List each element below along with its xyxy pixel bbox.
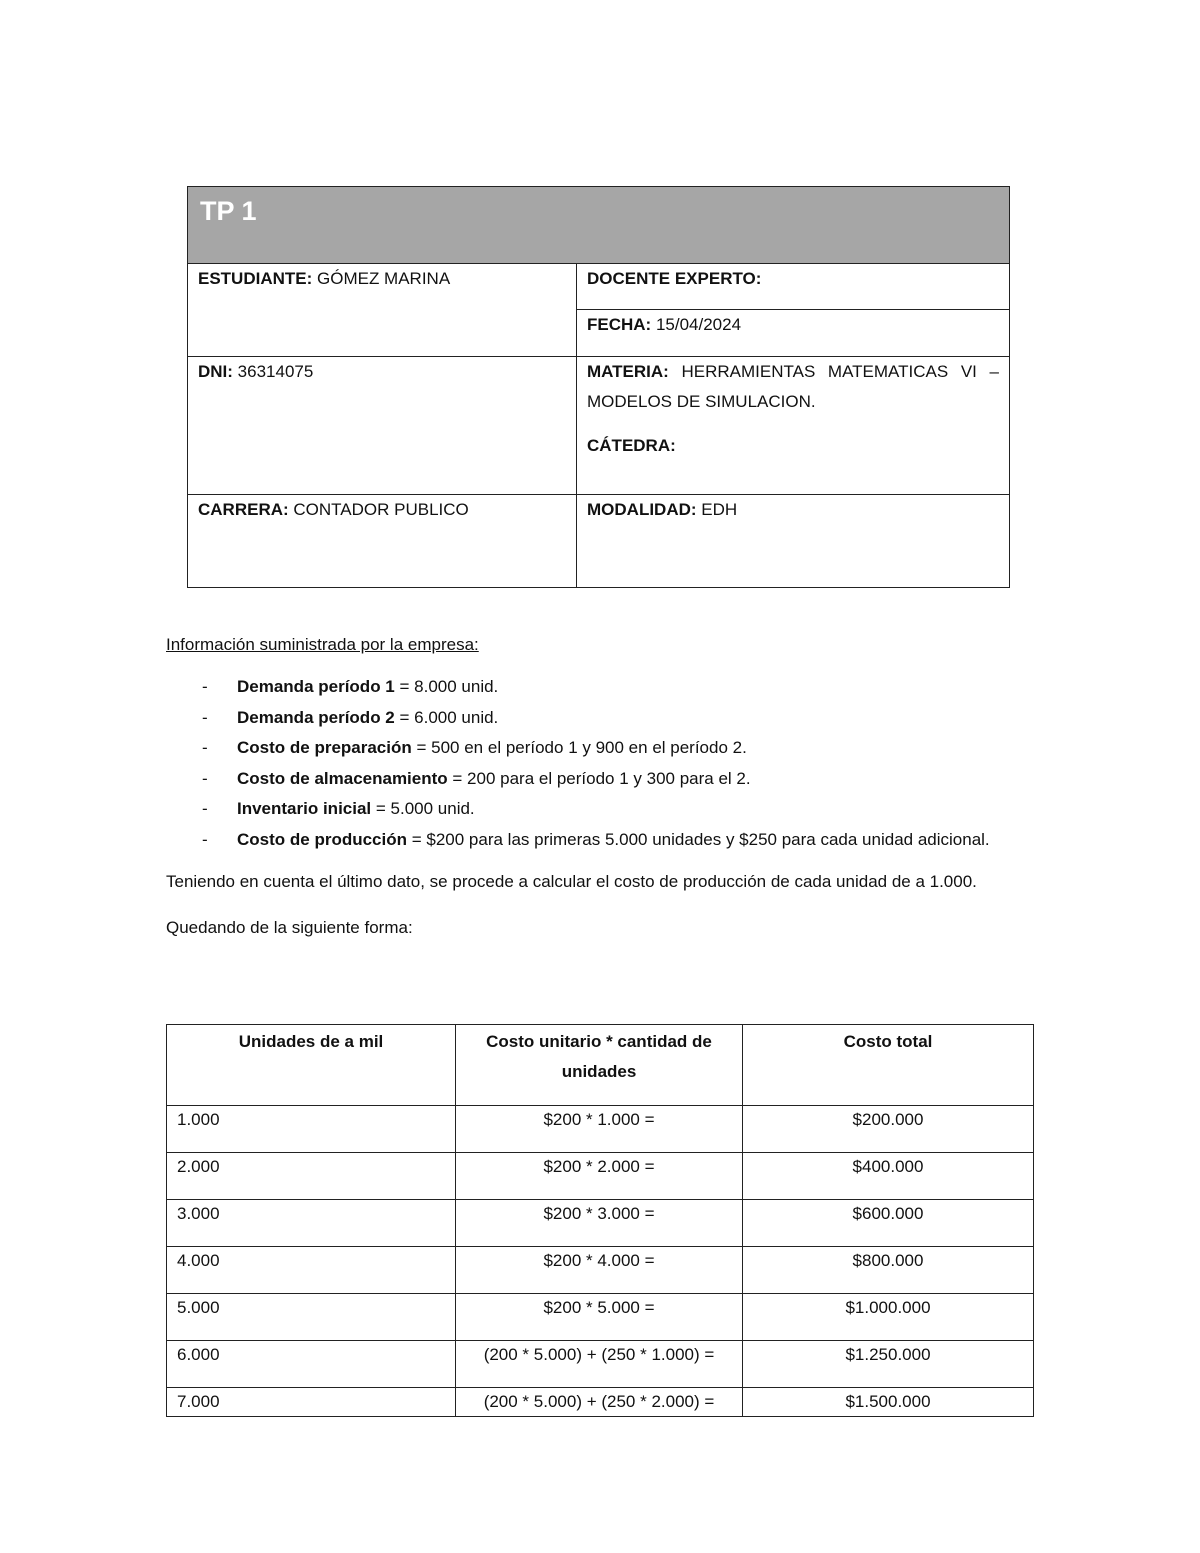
materia-cell (577, 357, 1010, 495)
formula-cell: $200 * 2.000 = (456, 1153, 743, 1200)
paragraph-1: Teniendo en cuenta el último dato, se procede a calcular el costo de producción de cada unidad de a 1.000. (166, 872, 977, 891)
formula-cell: $200 * 4.000 = (456, 1247, 743, 1294)
total-cell: $200.000 (743, 1106, 1034, 1153)
list-item: - Demanda período 2 = 6.000 unid. (202, 707, 499, 727)
estudiante-value: GÓMEZ MARINA (312, 269, 451, 288)
table-row (167, 1247, 1034, 1294)
formula-cell: (200 * 5.000) + (250 * 2.000) = (456, 1388, 743, 1417)
total-cell: $600.000 (743, 1200, 1034, 1247)
header-table (187, 186, 1010, 588)
info-heading: Información suministrada por la empresa: (166, 635, 479, 654)
catedra-label: CÁTEDRA: (587, 436, 676, 455)
units-cell: 5.000 (167, 1294, 456, 1341)
cost-table (166, 1024, 1034, 1417)
total-cell: $1.250.000 (743, 1341, 1034, 1388)
list-item: - Costo de preparación = 500 en el período 1 y 900 en el período 2. (202, 738, 747, 757)
dni-cell (188, 357, 577, 495)
info-section (166, 630, 1032, 943)
list-item: - Costo de producción = $200 para las primeras 5.000 unidades y $250 para cada unidad adicional. (202, 829, 990, 849)
table-row (167, 1200, 1034, 1247)
fecha-cell (577, 310, 1010, 357)
formula-cell: $200 * 5.000 = (456, 1294, 743, 1341)
dni-value: 36314075 (232, 362, 314, 381)
fecha-value: 15/04/2024 (651, 315, 742, 334)
modalidad-cell (577, 495, 1010, 588)
carrera-label: CARRERA: (198, 500, 289, 519)
modalidad-label: MODALIDAD: (587, 500, 697, 519)
formula-cell: (200 * 5.000) + (250 * 1.000) = (456, 1341, 743, 1388)
column-header: Costo total (743, 1025, 1034, 1106)
table-row (167, 1388, 1034, 1417)
formula-cell: $200 * 1.000 = (456, 1106, 743, 1153)
modalidad-value: EDH (696, 500, 738, 519)
fecha-label: FECHA: (587, 315, 652, 334)
units-cell: 7.000 (167, 1388, 456, 1417)
list-item: - Demanda período 1 = 8.000 unid. (202, 677, 499, 696)
table-row (167, 1106, 1034, 1153)
units-cell: 4.000 (167, 1247, 456, 1294)
estudiante-cell (188, 264, 577, 357)
units-cell: 1.000 (167, 1106, 456, 1153)
units-cell: 6.000 (167, 1341, 456, 1388)
table-row (167, 1294, 1034, 1341)
column-header: Unidades de a mil (167, 1025, 456, 1106)
dni-label: DNI: (198, 362, 233, 381)
units-cell: 2.000 (167, 1153, 456, 1200)
table-row (167, 1341, 1034, 1388)
carrera-cell (188, 495, 577, 588)
materia-label: MATERIA: (587, 362, 669, 381)
docente-label: DOCENTE EXPERTO: (587, 269, 762, 288)
total-cell: $1.000.000 (743, 1294, 1034, 1341)
total-cell: $400.000 (743, 1153, 1034, 1200)
estudiante-label: ESTUDIANTE: (198, 269, 313, 288)
paragraph-2: Quedando de la siguiente forma: (166, 917, 413, 937)
formula-cell: $200 * 3.000 = (456, 1200, 743, 1247)
units-cell: 3.000 (167, 1200, 456, 1247)
document-title: TP 1 (188, 187, 1010, 264)
info-list (166, 672, 1032, 855)
table-row (167, 1153, 1034, 1200)
carrera-value: CONTADOR PUBLICO (288, 500, 469, 519)
column-header: Costo unitario * cantidad de unidades (456, 1025, 743, 1106)
materia-value: HERRAMIENTAS MATEMATICAS VI – MODELOS DE SIMULACION. (587, 362, 999, 411)
total-cell: $800.000 (743, 1247, 1034, 1294)
docente-cell (577, 264, 1010, 310)
list-item: - Costo de almacenamiento = 200 para el período 1 y 300 para el 2. (202, 768, 751, 788)
list-item: - Inventario inicial = 5.000 unid. (202, 799, 475, 818)
total-cell: $1.500.000 (743, 1388, 1034, 1417)
